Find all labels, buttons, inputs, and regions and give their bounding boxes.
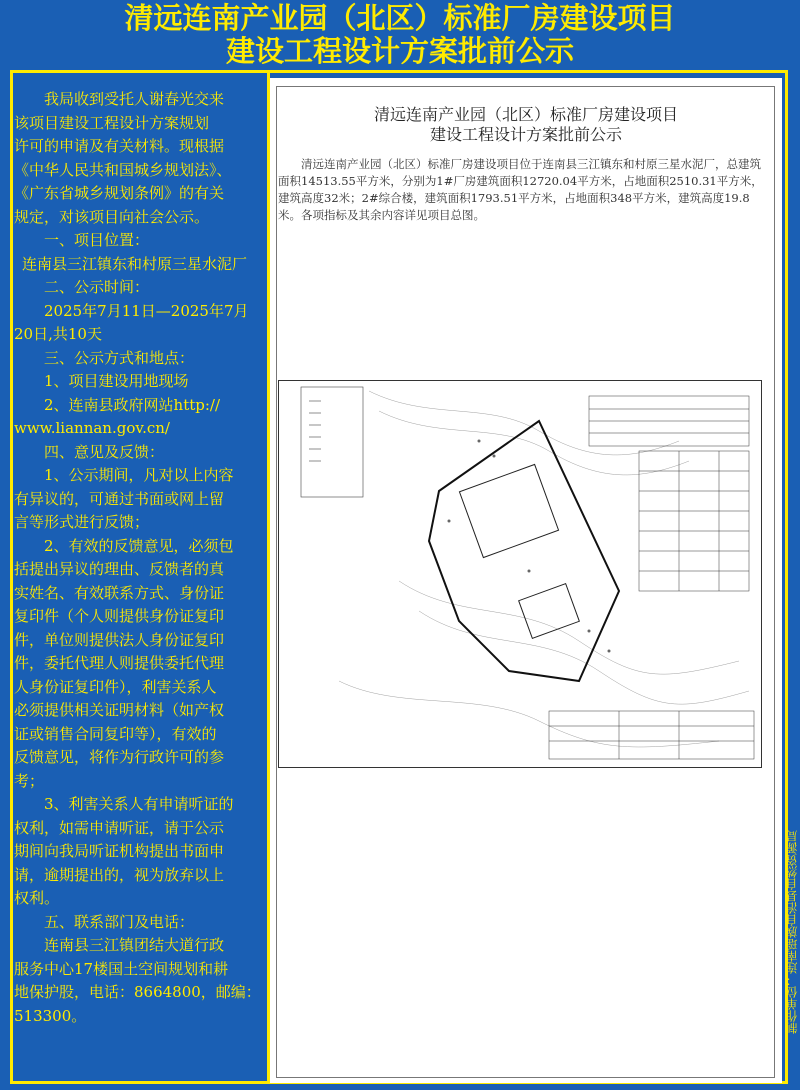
intro-line: 《中华人民共和国城乡规划法》、 (14, 160, 232, 179)
section2-text: 2025年7月11日—2025年7月 (44, 301, 249, 320)
section2-text: 20日,共10天 (14, 325, 102, 343)
page-title-line2: 建设工程设计方案批前公示 (225, 34, 574, 68)
section3-item1: 1、项目建设用地现场 (44, 372, 189, 390)
site-plan-map (278, 380, 762, 768)
section5-text: 513300。 (14, 1006, 87, 1025)
producer-note: 制作单位：连南瑶族自治县自然资源局 (785, 830, 799, 1034)
section5-text: 服务中心17楼国土空间规划和耕 (14, 959, 229, 978)
section4-item2: 人身份证复印件），利害关系人 (14, 677, 217, 696)
section1-text: 连南县三江镇东和村原三星水泥厂 (22, 254, 248, 273)
section4-item2: 考； (14, 771, 45, 790)
section4-item2: 必须提供相关证明材料（如产权 (14, 701, 225, 719)
site-plan-drawing (279, 381, 761, 767)
document-title-line1: 清远连南产业园（北区）标准厂房建设项目 (373, 105, 678, 124)
section4-title: 四、意见及反馈： (44, 442, 165, 461)
section3-item2: 2、连南县政府网站http:// (44, 395, 221, 414)
document-body (278, 156, 770, 224)
intro-line: 我局收到受托人谢春光交来 (44, 90, 225, 108)
section4-item3: 权利，如需申请听证，请于公示 (14, 818, 225, 837)
document-title-line2: 建设工程设计方案批前公示 (429, 125, 622, 144)
section4-item2: 复印件（个人则提供身份证复印 (14, 607, 225, 625)
document-title (270, 105, 782, 145)
section4-item2: 反馈意见，将作为行政许可的参 (14, 748, 225, 766)
section5-title: 五、联系部门及电话： (44, 912, 195, 931)
intro-line: 《广东省城乡规划条例》的有关 (14, 184, 225, 202)
section4-item2: 实姓名、有效联系方式、身份证 (14, 583, 225, 602)
section4-item3: 3、利害关系人有申请听证的 (44, 795, 234, 813)
section4-item2: 括提出异议的理由、反馈者的真 (14, 560, 225, 578)
section5-text: 地保护股，电话：8664800，邮编： (14, 983, 261, 1001)
section4-item1: 有异议的，可通过书面或网上留 (14, 489, 225, 508)
section2-title: 二、公示时间： (44, 278, 150, 296)
section4-item2: 证或销售合同复印等），有效的 (14, 724, 217, 743)
section4-item3: 期间向我局听证机构提出书面申 (14, 842, 225, 860)
section1-title: 一、项目位置： (44, 231, 150, 249)
document-body-text: 清远连南产业园（北区）标准厂房建设项目位于连南县三江镇东和村原三星水泥厂，总建筑面积14513.55平方米，分别为1#厂房建筑面积12720.04平方米，占地面积2510.31平方米，建筑高度32米；2#综合楼，建筑面积1793.51平方米，占地面积348平方米，建筑高度19.8米。各项指标及其余内容详见项目总图。 (278, 157, 763, 222)
intro-line: 规定，对该项目向社会公示。 (14, 207, 210, 226)
intro-line: 该项目建设工程设计方案规划 (14, 113, 210, 132)
section4-item2: 件，委托代理人则提供委托代理 (14, 654, 225, 672)
section4-item2: 2、有效的反馈意见，必须包 (44, 536, 234, 555)
section4-item2: 件，单位则提供法人身份证复印 (14, 630, 225, 649)
section3-title: 三、公示方式和地点： (44, 348, 195, 367)
section3-item2-url: www.liannan.gov.cn/ (14, 419, 170, 437)
section4-item3: 请，逾期提出的，视为放弃以上 (14, 865, 225, 884)
page-title-line1: 清远连南产业园（北区）标准厂房建设项目 (124, 1, 676, 35)
intro-line: 许可的申请及有关材料。现根据 (14, 137, 225, 155)
section4-item3: 权利。 (14, 889, 60, 907)
section5-text: 连南县三江镇团结大道行政 (44, 936, 225, 954)
section4-item1: 言等形式进行反馈； (14, 513, 150, 531)
section4-item1: 1、公示期间，凡对以上内容 (44, 466, 234, 484)
notice-text (14, 88, 264, 1028)
